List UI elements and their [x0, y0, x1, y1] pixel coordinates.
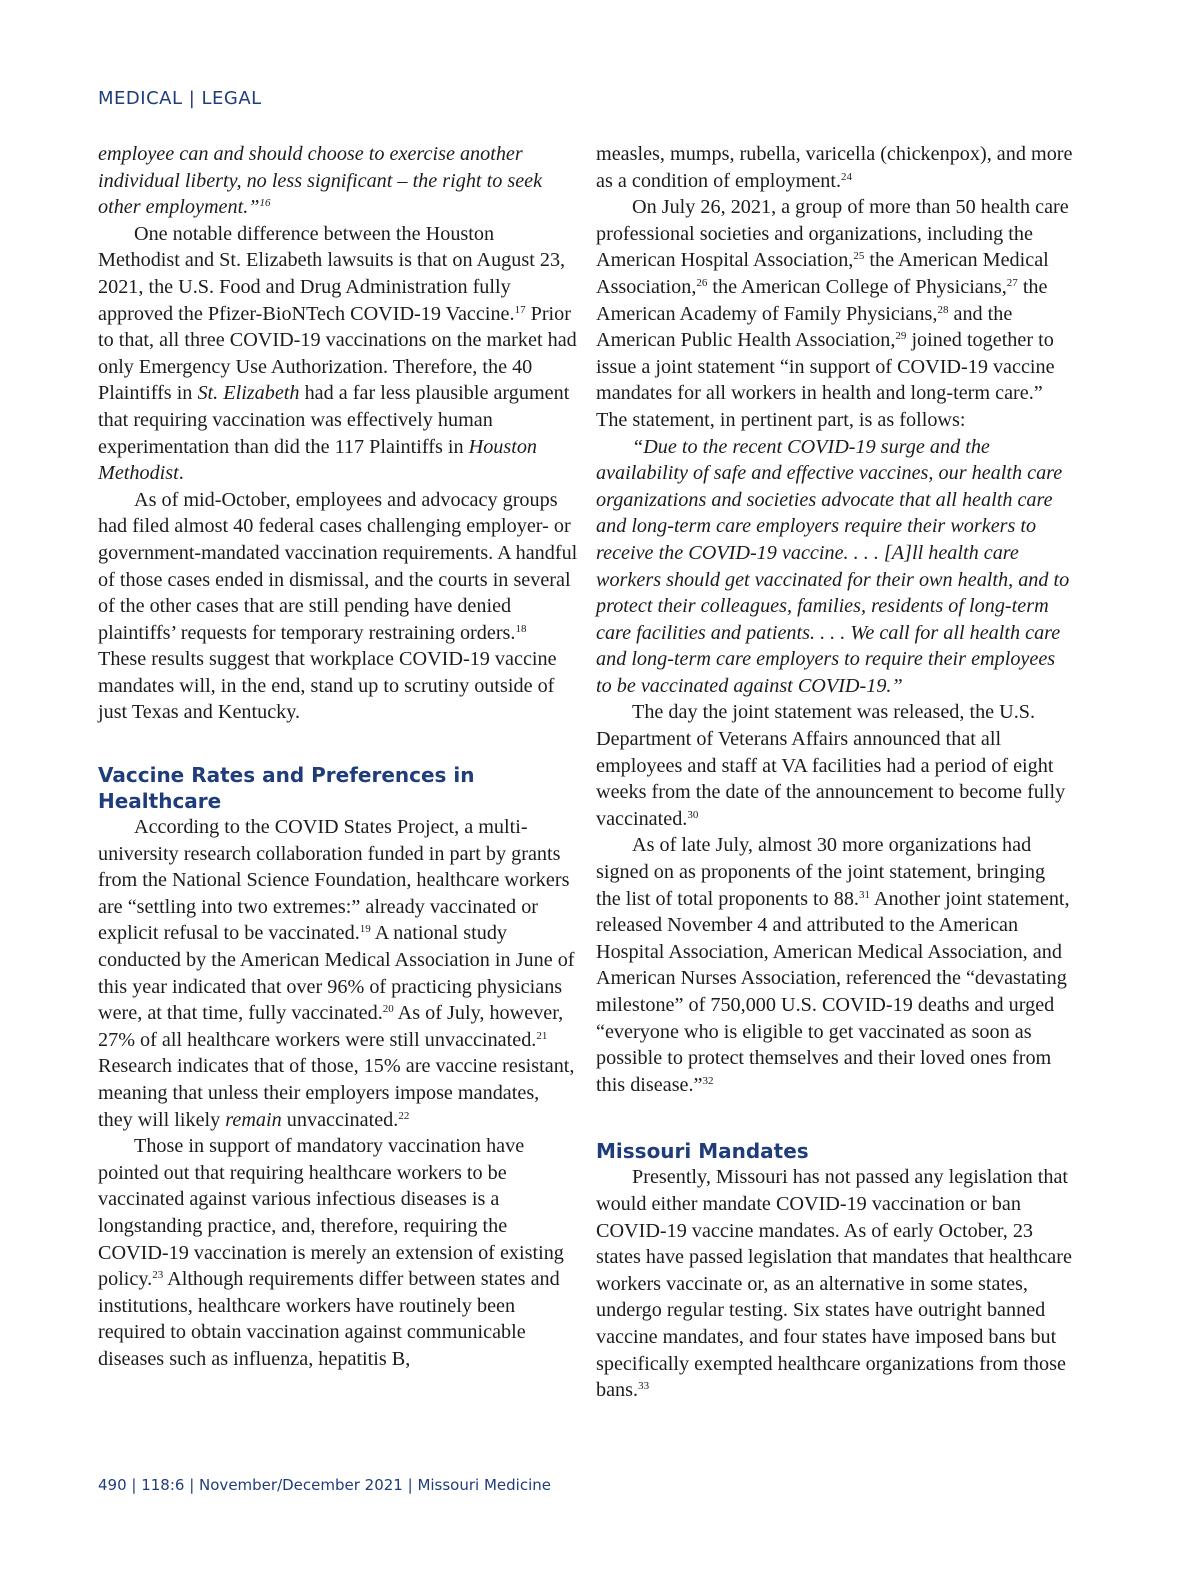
text-run: One notable difference between the Houston Methodist and St. Elizabeth lawsuits is that on August 23, 2021, the U.S. Food and Drug Administration fully approved the Pfizer-BioNTech COVID-19 Vaccine. [98, 222, 566, 325]
footnote-ref: 20 [382, 1003, 394, 1016]
footnote-ref: 25 [853, 250, 865, 263]
footnote-ref: 19 [359, 923, 371, 936]
text-run: Research indicates that of those, 15% are vaccine resistant, meaning that unless their employers impose mandates, they will likely [98, 1055, 575, 1131]
text-run: had a far less plausible argument that requiring vaccination was effectively human experimentation than did the 117 Plaintiffs in [98, 382, 570, 458]
left-column [98, 141, 578, 1373]
paragraph-proponents [596, 832, 1074, 1098]
page-footer: 490 | 118:6 | November/December 2021 | Missouri Medicine [98, 1476, 551, 1494]
paragraph-missouri-legislation [596, 1164, 1074, 1403]
emphasis: remain [225, 1108, 282, 1131]
text-run: Presently, Missouri has not passed any legislation that would either mandate COVID-19 vaccination or ban COVID-19 vaccine mandates. As of early October, 23 states have passed legislation that mandates that healthcare workers vaccinate or, as an alternative in some states, undergo regular testing. Six states have outright banned vaccine mandates, and four states have imposed bans but specifically exempted healthcare organizations from those bans. [596, 1166, 1072, 1402]
footnote-ref: 17 [514, 303, 526, 316]
footnote-ref: 29 [895, 330, 907, 343]
paragraph-joint-statement [596, 194, 1074, 433]
block-quote-joint-statement: “Due to the recent COVID-19 surge and the availability of safe and effective vaccines, our health care organizations and societies advocate that all health care and long-term care employers require their workers to receive the COVID-19 vaccine. . . . [A]ll health care workers should get vaccinated for their own health, and to protect their colleagues, families, residents of long-term care facilities and patients. . . . We call for all health care and long-term care employers to require their employees to be vaccinated against COVID-19.” [596, 435, 1070, 697]
footnote-ref: 23 [152, 1269, 164, 1282]
paragraph-fda-approval [98, 221, 578, 487]
paragraph-mandatory-support [98, 1133, 578, 1372]
paragraph-federal-cases [98, 487, 578, 726]
case-name: St. Elizabeth [197, 382, 300, 405]
lead-quote-paragraph [98, 141, 578, 221]
lead-text: employee can and should choose to exercise another individual liberty, no less significant – the right to seek other employment.” [98, 143, 543, 219]
text-run: Although requirements differ between states and institutions, healthcare workers have routinely been required to obtain vaccination against communicable diseases such as influenza, hepatitis B, [98, 1268, 560, 1370]
text-run: the American Medical Association, [596, 249, 1049, 298]
text-run: The day the joint statement was released, the U.S. Department of Veterans Affairs announced that all employees and staff at VA facilities had a period of eight weeks from the date of the announcement to become fully vaccinated. [596, 701, 1066, 830]
footnote-ref: 24 [841, 170, 853, 183]
paragraph-covid-states-project [98, 814, 578, 1133]
footnote-ref: 22 [398, 1109, 410, 1122]
text-run: Another joint statement, released November 4 and attributed to the American Hospital Association, American Medical Association, and American Nurses Association, referenced the “devastating milestone” of 750,000 U.S. COVID-19 deaths and urged “everyone who is eligible to get vaccinated as soon as possible to protect themselves and their loved ones from this disease.” [596, 887, 1070, 1096]
text-run: According to the COVID States Project, a multi-university research collaboration funded in part by grants from the National Science Foundation, healthcare workers are “settling into two extremes:” already vaccinated or explicit refusal to be vaccinated. [98, 816, 570, 945]
text-run: joined together to issue a joint statement “in support of COVID-19 vaccine mandates for all workers in health and long-term care.” The statement, in pertinent part, is as follows: [596, 329, 1055, 431]
text-run: measles, mumps, rubella, varicella (chickenpox), and more as a condition of employment. [596, 143, 1073, 192]
footnote-ref: 28 [937, 303, 949, 316]
section-heading-vaccine-rates: Vaccine Rates and Preferences in Healthcare [98, 763, 475, 814]
text-run: and the American Public Health Association, [596, 302, 1013, 352]
footnote-ref: 26 [696, 276, 708, 289]
footnote-ref: 18 [515, 622, 527, 635]
text-run: the American College of Physicians, [707, 275, 1007, 298]
section-heading-missouri-mandates: Missouri Mandates [596, 1139, 809, 1164]
right-column [596, 141, 1074, 1404]
footnote-ref: 31 [858, 888, 870, 901]
section-header: MEDICAL | LEGAL [98, 88, 262, 109]
text-run: A national study conducted by the American Medical Association in June of this year indicated that over 96% of practicing physicians were, at that time, fully vaccinated. [98, 922, 575, 1025]
paragraph-continued [596, 141, 1074, 194]
text-run: As of mid-October, employees and advocacy groups had filed almost 40 federal cases challenging employer- or government-mandated vaccination requirements. A handful of those cases ended in dismissal, and the courts in several of the other cases that are still pending have denied plaintiffs’ requests for temporary restraining orders. [98, 488, 578, 644]
text-run: As of late July, almost 30 more organizations had signed on as proponents of the joint statement, bringing the list of total proponents to 88. [596, 834, 1046, 910]
footnote-ref: 16 [259, 197, 271, 210]
text-run: the American Academy of Family Physicians, [596, 275, 1048, 325]
case-name: Houston Methodist [98, 435, 538, 485]
footnote-ref: 33 [638, 1380, 650, 1393]
footnote-ref: 21 [536, 1029, 548, 1042]
text-run: unvaccinated. [281, 1108, 399, 1131]
footnote-ref: 32 [702, 1074, 714, 1087]
footnote-ref: 27 [1006, 276, 1018, 289]
text-run: . [178, 462, 184, 485]
text-run: As of July, however, 27% of all healthcare workers were still unvaccinated. [98, 1002, 564, 1051]
paragraph-veterans-affairs [596, 699, 1074, 832]
text-run: Those in support of mandatory vaccination have pointed out that requiring healthcare workers to be vaccinated against various infectious diseases is a longstanding practice, and, therefore, requiring the COVID-19 vaccination is merely an extension of existing policy. [98, 1135, 564, 1291]
text-run: On July 26, 2021, a group of more than 50 health care professional societies and organizations, including the American Hospital Association, [596, 196, 1069, 272]
text-run: Prior to that, all three COVID-19 vaccinations on the market had only Emergency Use Authorization. Therefore, the 40 Plaintiffs in [98, 302, 577, 405]
text-run: These results suggest that workplace COVID-19 vaccine mandates will, in the end, stand up to scrutiny outside of just Texas and Kentucky. [98, 648, 557, 724]
footnote-ref: 30 [687, 808, 699, 821]
